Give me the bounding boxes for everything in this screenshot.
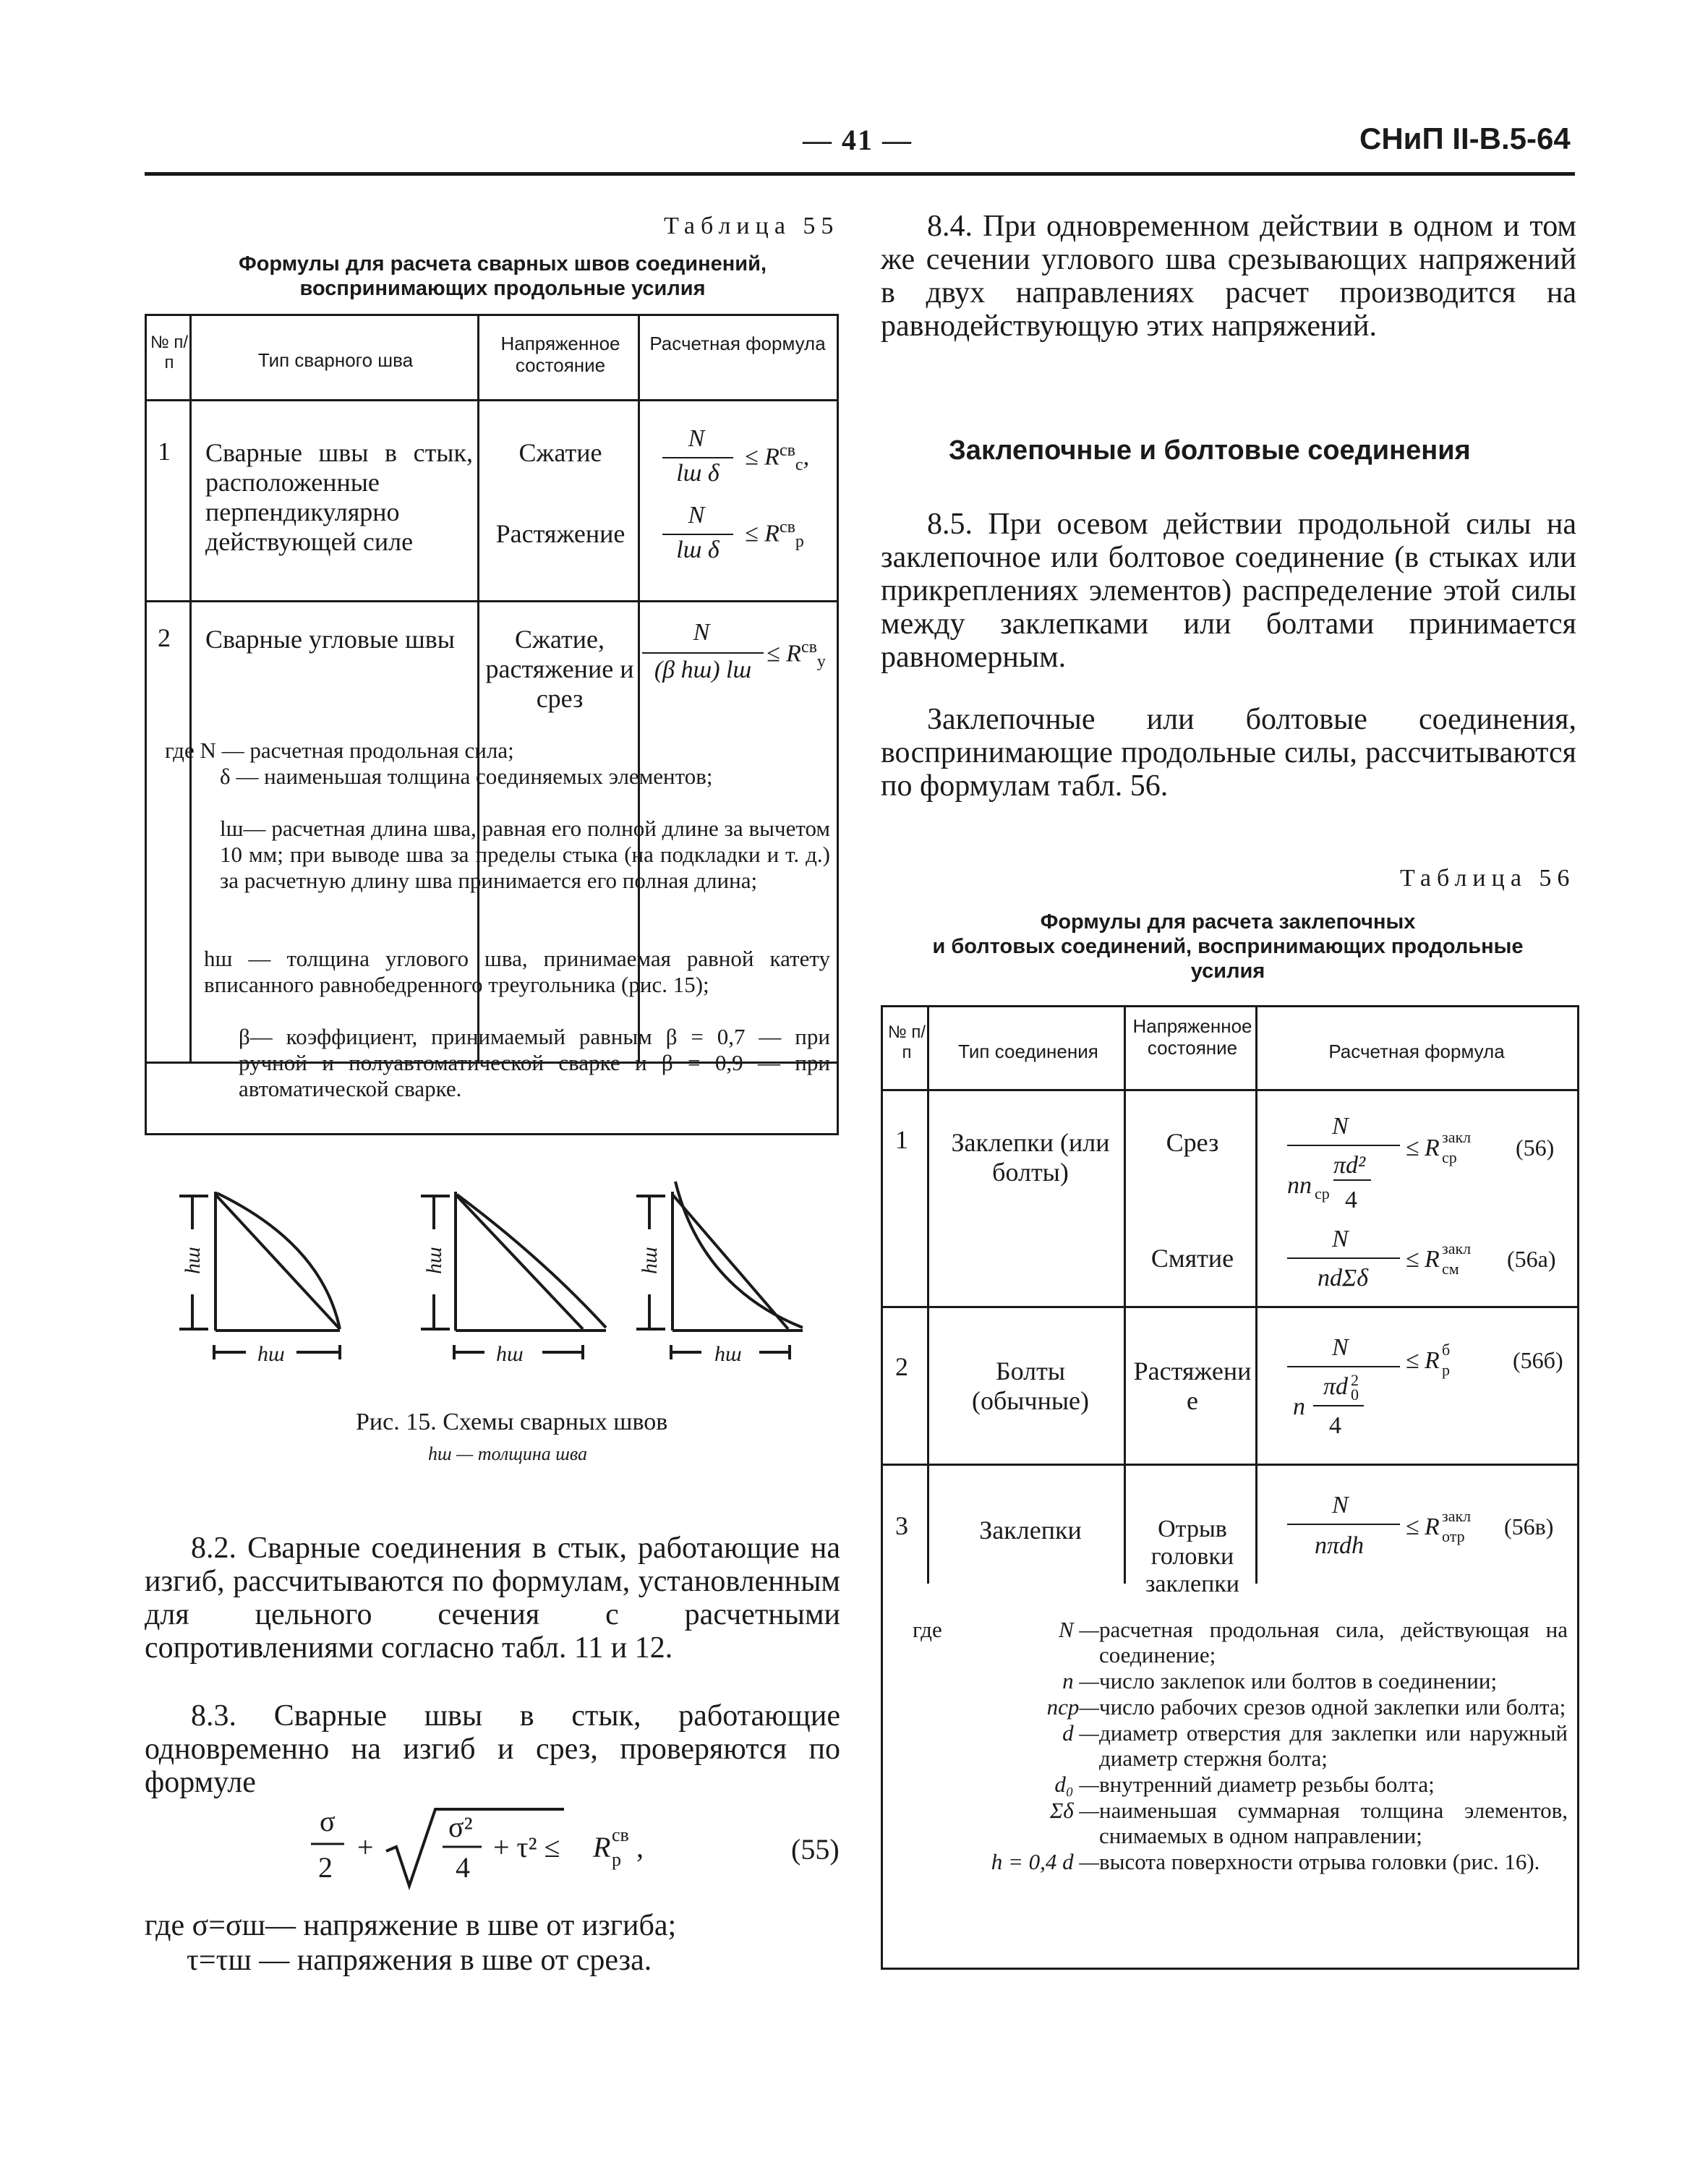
dim-label: hш bbox=[638, 1247, 662, 1274]
table55-f1-num: N bbox=[688, 425, 705, 452]
table55-row1-type: Сварные швы в стык, расположенные перпендикулярно действующей силе bbox=[205, 438, 473, 556]
table55-note-5: β— коэффициент, принимаемый равным β = 0,7 — при ручной и полуавтоматической сварке и β = 0,9 — при автоматической сварке. bbox=[239, 1024, 830, 1101]
formula-55 bbox=[304, 1799, 709, 1893]
svg-text:σ: σ bbox=[320, 1805, 336, 1837]
svg-text:отр: отр bbox=[1442, 1527, 1465, 1545]
svg-text:р: р bbox=[612, 1849, 621, 1870]
table55-row2-num: 2 bbox=[158, 623, 171, 652]
table56-title: Формулы для расчета заклепочных и болтовых соединений, воспринимающих продольные усилия bbox=[932, 910, 1524, 983]
svg-text:р: р bbox=[1442, 1361, 1450, 1379]
table56-formula-row2 bbox=[1273, 1325, 1576, 1462]
table55-f2-den: lш δ bbox=[676, 537, 720, 563]
table56-row2-type: Болты (обычные) bbox=[971, 1357, 1090, 1415]
table56-formulas-row1 bbox=[1273, 1103, 1576, 1306]
table55-f2-num: N bbox=[688, 502, 705, 529]
table55-f3-num: N bbox=[693, 619, 710, 646]
svg-text:N: N bbox=[1332, 1113, 1349, 1140]
svg-text:nn: nn bbox=[1287, 1172, 1312, 1199]
svg-text:,: , bbox=[636, 1831, 644, 1863]
svg-text:б: б bbox=[1442, 1341, 1451, 1359]
svg-text:ср: ср bbox=[1315, 1184, 1330, 1203]
formula-55-number: (55) bbox=[791, 1833, 840, 1866]
svg-text:N: N bbox=[1332, 1226, 1349, 1252]
table55-row1-num: 1 bbox=[158, 437, 171, 466]
table56-row1-type: Заклепки (или болты) bbox=[951, 1128, 1110, 1187]
table56-row3-num: 3 bbox=[895, 1511, 908, 1540]
table56-notes: N — расчетная продольная сила, действующая на соединение; n — число заклепок или болтов в соединении; nср— число рабочих срезов одной заклепки или болта; d — диаметр отверстия для заклепки или наружный диаметр стержня болта; d₀ — внутренний диаметр резьбы болта; Σδ — наименьшая суммарная толщина элементов, снимаемых в одном направлении; h = 0,4 d — высота поверхности отрыва головки (рис. 16). bbox=[991, 1617, 1568, 1874]
paragraph-8-3: 8.3. Сварные швы в стык, работающие одновременно на изгиб и срез, проверяются по формуле bbox=[145, 1699, 840, 1799]
svg-text:R: R bbox=[1425, 1513, 1440, 1540]
table55-f2-rhs: ≤ $R^{св}_р$ bbox=[745, 518, 804, 552]
table56-caption: Таблица 56 bbox=[1400, 865, 1576, 892]
table55-f3-rhs: ≤ $R^{св}_у$ bbox=[767, 638, 826, 672]
table56-row1-state2: Смятие bbox=[1150, 1244, 1234, 1273]
table56-row3-type: Заклепки bbox=[979, 1516, 1082, 1545]
dim-label: hш bbox=[257, 1342, 285, 1366]
table56-row1-num: 1 bbox=[895, 1125, 908, 1154]
header-rule bbox=[145, 172, 1575, 176]
svg-text:4: 4 bbox=[1345, 1187, 1357, 1213]
table55-row2-type: Сварные угловые швы bbox=[205, 625, 455, 654]
svg-text:R: R bbox=[1425, 1246, 1440, 1273]
table56-notes-where: где bbox=[913, 1617, 942, 1642]
svg-text:nπdh: nπdh bbox=[1315, 1532, 1365, 1559]
svg-text:см: см bbox=[1442, 1260, 1459, 1278]
table56-row3-state: Отрыв головки заклепки bbox=[1145, 1516, 1239, 1597]
section-title-rivet-bolt: Заклепочные и болтовые соединения bbox=[949, 435, 1471, 466]
svg-text:σ²: σ² bbox=[448, 1811, 473, 1843]
table55-f1-den: lш δ bbox=[676, 460, 720, 487]
svg-text:R: R bbox=[593, 1831, 611, 1863]
table55-f1-rhs: ≤ $R^{св}_с$, bbox=[745, 441, 810, 475]
svg-text:закл: закл bbox=[1442, 1239, 1472, 1257]
table56-row2-state: Растяжение bbox=[1133, 1357, 1252, 1415]
table55-row1-state2: Растяжение bbox=[495, 519, 625, 548]
dim-label: hш bbox=[714, 1342, 742, 1366]
figure15-subcaption: hш — толщина шва bbox=[428, 1443, 587, 1464]
table56-header-num: № п/п bbox=[887, 1022, 926, 1062]
svg-text:≤: ≤ bbox=[1406, 1513, 1419, 1540]
where-sigma: где σ=σш— напряжение в шве от изгиба; bbox=[145, 1909, 677, 1942]
svg-text:≤: ≤ bbox=[1406, 1246, 1419, 1273]
svg-text:(56в): (56в) bbox=[1504, 1513, 1554, 1539]
table55-header-formula: Расчетная формула bbox=[649, 333, 826, 354]
svg-text:≤: ≤ bbox=[1406, 1347, 1419, 1374]
table55-row2-state: Сжатие, растяжение и срез bbox=[485, 625, 634, 713]
paragraph-8-5b: Заклепочные или болтовые соединения, воспринимающие продольные силы, рассчитываются по формулам табл. 56. bbox=[881, 703, 1576, 803]
svg-text:R: R bbox=[1425, 1135, 1440, 1161]
document-code: СНиП II-В.5-64 bbox=[1359, 121, 1571, 155]
svg-text:+ τ² ≤: + τ² ≤ bbox=[493, 1831, 560, 1863]
svg-text:(56а): (56а) bbox=[1507, 1246, 1556, 1272]
table55-header-state: Напряженное состояние bbox=[500, 333, 620, 376]
table56-formula-row3 bbox=[1273, 1482, 1576, 1562]
svg-text:R: R bbox=[1425, 1347, 1440, 1374]
svg-text:πd: πd bbox=[1323, 1373, 1349, 1400]
table55-f3-den: (β hш) lш bbox=[654, 657, 752, 683]
table56-row2-num: 2 bbox=[895, 1352, 908, 1381]
table55-title: Формулы для расчета сварных швов соединений, воспринимающих продольные усилия bbox=[238, 252, 767, 300]
svg-text:закл: закл bbox=[1442, 1507, 1472, 1525]
table55-note-4: hш — толщина углового шва, принимаемая равной катету вписанного равнобедренного треугольника (рис. 15); bbox=[204, 946, 830, 997]
svg-text:св: св bbox=[612, 1824, 629, 1845]
where-tau: τ=τш — напряжения в шве от среза. bbox=[187, 1944, 652, 1977]
figure15-caption: Рис. 15. Схемы сварных швов bbox=[356, 1409, 668, 1435]
paragraph-8-5: 8.5. При осевом действии продольной силы на заклепочное или болтовое соединение (в стыках или прикреплениях элементов) распределение этой силы между заклепками или болтами принимается равномерным. bbox=[881, 508, 1576, 674]
dim-label: hш bbox=[496, 1342, 524, 1366]
dim-label: hш bbox=[422, 1247, 446, 1274]
paragraph-8-2: 8.2. Сварные соединения в стык, работающие на изгиб, рассчитываются по формулам, установленным для цельного сечения с расчетными сопротивлениями согласно табл. 11 и 12. bbox=[145, 1532, 840, 1665]
figure15-weld-diagrams bbox=[166, 1179, 817, 1396]
svg-text:+: + bbox=[357, 1831, 374, 1863]
svg-text:(56): (56) bbox=[1516, 1135, 1555, 1161]
svg-text:0: 0 bbox=[1351, 1385, 1359, 1404]
svg-text:ср: ср bbox=[1442, 1148, 1457, 1166]
svg-text:N: N bbox=[1332, 1492, 1349, 1519]
svg-text:4: 4 bbox=[1329, 1412, 1341, 1439]
table55-note-1: где N — расчетная продольная сила; bbox=[165, 738, 514, 763]
dim-label: hш bbox=[181, 1247, 205, 1274]
table56-row1-state1: Срез bbox=[1166, 1128, 1219, 1157]
table55-note-3: lш— расчетная длина шва, равная его полной длине за вычетом 10 мм; при выводе шва за пределы стыка (на подкладки и т. д.) за расчетную длину шва принимается его полная длина; bbox=[220, 816, 830, 893]
svg-text:2: 2 bbox=[1351, 1371, 1359, 1389]
table56-header-type: Тип соединения bbox=[958, 1041, 1098, 1062]
fraction-bar bbox=[662, 534, 733, 535]
paragraph-8-4: 8.4. При одновременном действии в одном и том же сечении углового шва срезывающих напряжений в двух направлениях расчет производится на равнодействующую этих напряжений. bbox=[881, 210, 1576, 343]
fraction-bar bbox=[662, 457, 733, 458]
svg-text:закл: закл bbox=[1442, 1128, 1472, 1146]
table56-header-formula: Расчетная формула bbox=[1328, 1041, 1505, 1062]
svg-text:πd²: πd² bbox=[1333, 1152, 1366, 1179]
svg-text:n: n bbox=[1293, 1393, 1305, 1420]
svg-text:2: 2 bbox=[318, 1851, 333, 1884]
svg-text:≤: ≤ bbox=[1406, 1135, 1419, 1161]
table55-note-2: δ — наименьшая толщина соединяемых элементов; bbox=[220, 764, 713, 789]
svg-text:ndΣδ: ndΣδ bbox=[1318, 1265, 1369, 1291]
svg-text:(56б): (56б) bbox=[1513, 1347, 1563, 1373]
fraction-bar bbox=[642, 652, 764, 654]
table55-header-num: № п/п bbox=[150, 333, 189, 372]
table56-header-state: Напряженное состояние bbox=[1132, 1015, 1252, 1059]
table55-row1-state1: Сжатие bbox=[518, 438, 602, 467]
svg-text:N: N bbox=[1332, 1334, 1349, 1361]
svg-text:4: 4 bbox=[456, 1851, 470, 1884]
page-number: — 41 — bbox=[803, 124, 913, 156]
table55-caption: Таблица 55 bbox=[664, 213, 840, 239]
table55-header-type: Тип сварного шва bbox=[257, 349, 414, 371]
weld1-hypotenuse bbox=[215, 1195, 340, 1329]
